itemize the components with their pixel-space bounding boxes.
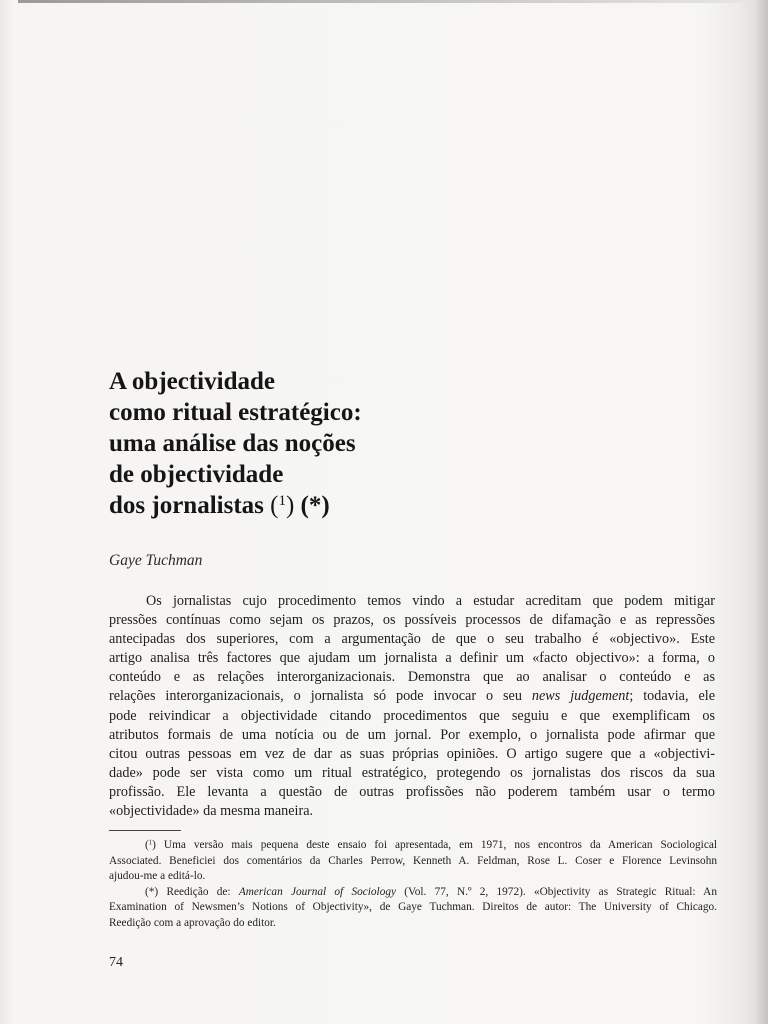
page-number: 74 bbox=[109, 955, 123, 970]
title-line: dos jornalistas ($^1$) (*) bbox=[109, 492, 330, 519]
abstract-paragraph bbox=[109, 592, 715, 821]
page-edge-shadow bbox=[754, 0, 768, 1024]
journal-title: American Journal of Sociology bbox=[238, 885, 397, 898]
footnote-lead: Reedição de: bbox=[166, 885, 231, 898]
footnote-line bbox=[109, 885, 717, 901]
top-edge-rule bbox=[18, 0, 748, 3]
footnote-line: Examination of Newsmen’s Notions of Objectivity», de Gaye Tuchman. Direitos de autor: The University of Chicago. bbox=[109, 901, 717, 914]
article-title bbox=[109, 366, 509, 521]
title-line-text: dos jornalistas bbox=[109, 492, 264, 519]
footnote-line: ajudou-me a editá-lo. bbox=[109, 870, 206, 883]
title-line: como ritual estratégico: bbox=[109, 399, 362, 426]
abstract-line-tail: ; todavia, ele bbox=[629, 688, 715, 705]
footnote-marker: 1 bbox=[148, 839, 153, 847]
abstract-line: conteúdo e as relações interorganizacionais. Demonstra que ao analisar o conteúdo e as bbox=[109, 669, 715, 686]
footnote-text: (Vol. 77, N.º 2, 1972). «Objectivity as Strategic Ritual: An bbox=[404, 885, 717, 898]
title-line: de objectividade bbox=[109, 461, 284, 488]
abstract-line: antecipadas dos superiores, com a argumentação de que o seu trabalho é «objectivo». Este bbox=[109, 631, 715, 648]
abstract-line: artigo analisa três factores que ajudam um jornalista a definir um «facto objectivo»: a forma, o bbox=[109, 650, 715, 667]
footnote-marker: (*) bbox=[145, 885, 159, 898]
title-footnote-marker: 1 bbox=[278, 492, 286, 509]
footnotes bbox=[109, 838, 717, 932]
abstract-line: pode reivindicar a objectividade citando procedimentos que seguiu e que exemplificam os bbox=[109, 707, 715, 724]
footnote-text: Uma versão mais pequena deste ensaio foi apresentada, em 1971, nos encontros da American Sociological bbox=[163, 839, 717, 851]
footnote-line: Reedição com a aprovação do editor. bbox=[109, 916, 276, 929]
title-line: A objectividade bbox=[109, 368, 275, 395]
abstract-line: «objectividade» da mesma maneira. bbox=[109, 803, 314, 820]
abstract-line: pressões contínuas como sejam os prazos, os possíveis processos de difamação e as repressões bbox=[109, 612, 715, 629]
abstract-italic-term: news judgement bbox=[531, 688, 630, 705]
footnote-line: ($^1$) Uma versão mais pequena deste ensaio foi apresentada, em 1971, nos encontros da American Sociological bbox=[145, 839, 717, 851]
footnote-separator bbox=[109, 830, 181, 831]
abstract-line: atributos formais de uma notícia ou de um jornal. Por exemplo, o jornalista pode afirmar que bbox=[109, 726, 715, 743]
author-name: Gaye Tuchman bbox=[109, 552, 203, 569]
title-star-marker: (*) bbox=[300, 492, 330, 519]
abstract-line: citou outras pessoas em vez de dar as suas próprias opiniões. O artigo sugere que a «objectivi- bbox=[109, 745, 715, 762]
abstract-line-text: relações interorganizacionais, o jornalista só pode invocar o seu bbox=[109, 688, 522, 705]
title-line: uma análise das noções bbox=[109, 430, 356, 457]
footnote-line: Associated. Beneficiei dos comentários da Charles Perrow, Kenneth A. Feldman, Rose L. Coser e Florence Levinsohn bbox=[109, 854, 717, 867]
abstract-line bbox=[109, 687, 715, 706]
abstract-line: profissão. Ele levanta a questão de outras profissões não poderem também usar o termo bbox=[109, 783, 715, 800]
abstract-line: dade» pode ser vista como um ritual estratégico, protegendo os jornalistas dos riscos da sua bbox=[109, 764, 715, 781]
abstract-line: Os jornalistas cujo procedimento temos vindo a estudar acreditam que podem mitigar bbox=[146, 593, 715, 609]
